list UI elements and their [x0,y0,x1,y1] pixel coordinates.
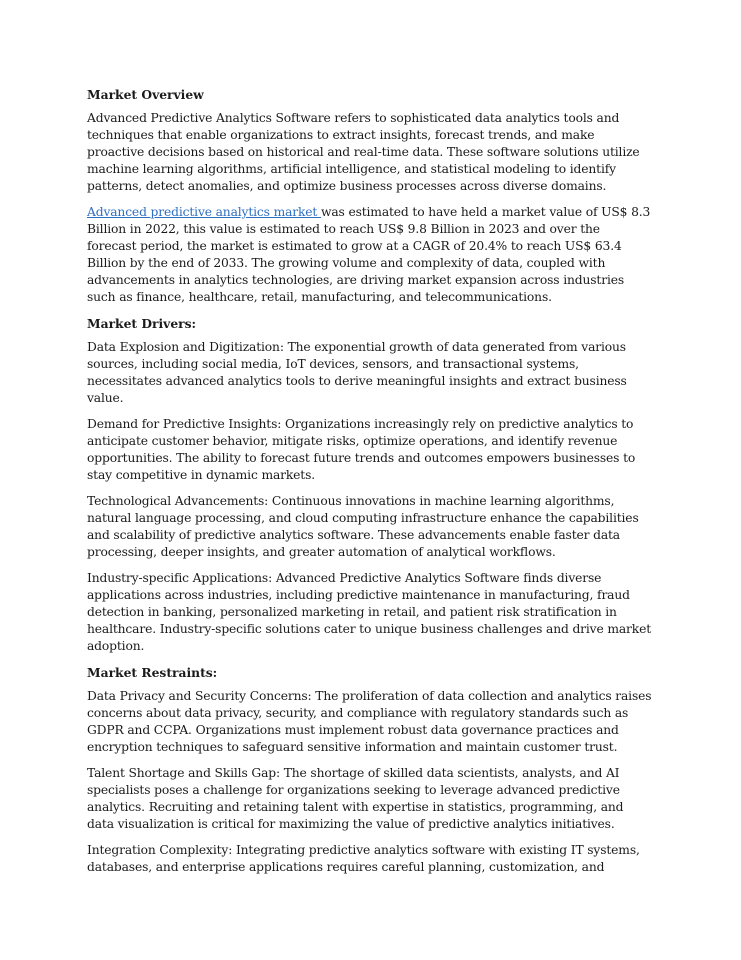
market-overview-heading: Market Overview [87,87,204,102]
driver-technological-advancements: Technological Advancements: Continuous innovations in machine learning algorithms, natural language processing, and cloud computing infrastructure enhance the capabilities and scalability of predictive analytics software. These advancements enable faster data processing, deeper insights, and greater automation of analytical workflows. [87,494,639,559]
market-report-link[interactable]: Advanced predictive analytics market [87,205,321,219]
market-value-text: was estimated to have held a market value of US$ 8.3 Billion in 2022, this value is estimated to reach US$ 9.8 Billion in 2023 and over the forecast period, the market is estimated to grow at a CAGR of 20.4% to reach US$ 63.4 Billion by the end of 2033. The growing volume and complexity of data, coupled with advancements in analytics technologies, are driving market expansion across industries such as finance, healthcare, retail, manufacturing, and telecommunications. [87,205,651,304]
driver-predictive-insights: Demand for Predictive Insights: Organizations increasingly rely on predictive analytics to anticipate customer behavior, mitigate risks, optimize operations, and identify revenue opportunities. The ability to forecast future trends and outcomes empowers businesses to stay competitive in dynamic markets. [87,417,636,482]
market-value-paragraph [87,204,653,306]
restraint-talent-shortage: Talent Shortage and Skills Gap: The shortage of skilled data scientists, analysts, and AI specialists poses a challenge for organizations seeking to leverage advanced predictive analytics. Recruiting and retaining talent with expertise in statistics, programming, and data visualization is critical for maximizing the value of predictive analytics initiatives. [87,766,624,831]
market-restraints-heading: Market Restraints: [87,665,218,680]
restraint-integration-complexity: Integration Complexity: Integrating predictive analytics software with existing IT systems, databases, and enterprise applications requires careful planning, customization, and [87,843,640,874]
market-drivers-heading: Market Drivers: [87,316,197,331]
overview-paragraph: Advanced Predictive Analytics Software refers to sophisticated data analytics tools and techniques that enable organizations to extract insights, forecast trends, and make proactive decisions based on historical and real-time data. These software solutions utilize machine learning algorithms, artificial intelligence, and statistical modeling to identify patterns, detect anomalies, and optimize business processes across diverse domains. [87,111,640,193]
restraint-data-privacy: Data Privacy and Security Concerns: The proliferation of data collection and analytics raises concerns about data privacy, security, and compliance with regulatory standards such as GDPR and CCPA. Organizations must implement robust data governance practices and encryption techniques to safeguard sensitive information and maintain customer trust. [87,689,652,754]
driver-industry-applications: Industry-specific Applications: Advanced Predictive Analytics Software finds diverse applications across industries, including predictive maintenance in manufacturing, fraud detection in banking, personalized marketing in retail, and patient risk stratification in healthcare. Industry-specific solutions cater to unique business challenges and drive market adoption. [87,571,652,653]
driver-data-explosion: Data Explosion and Digitization: The exponential growth of data generated from various sources, including social media, IoT devices, sensors, and transactional systems, necessitates advanced analytics tools to derive meaningful insights and extract business value. [87,340,627,405]
